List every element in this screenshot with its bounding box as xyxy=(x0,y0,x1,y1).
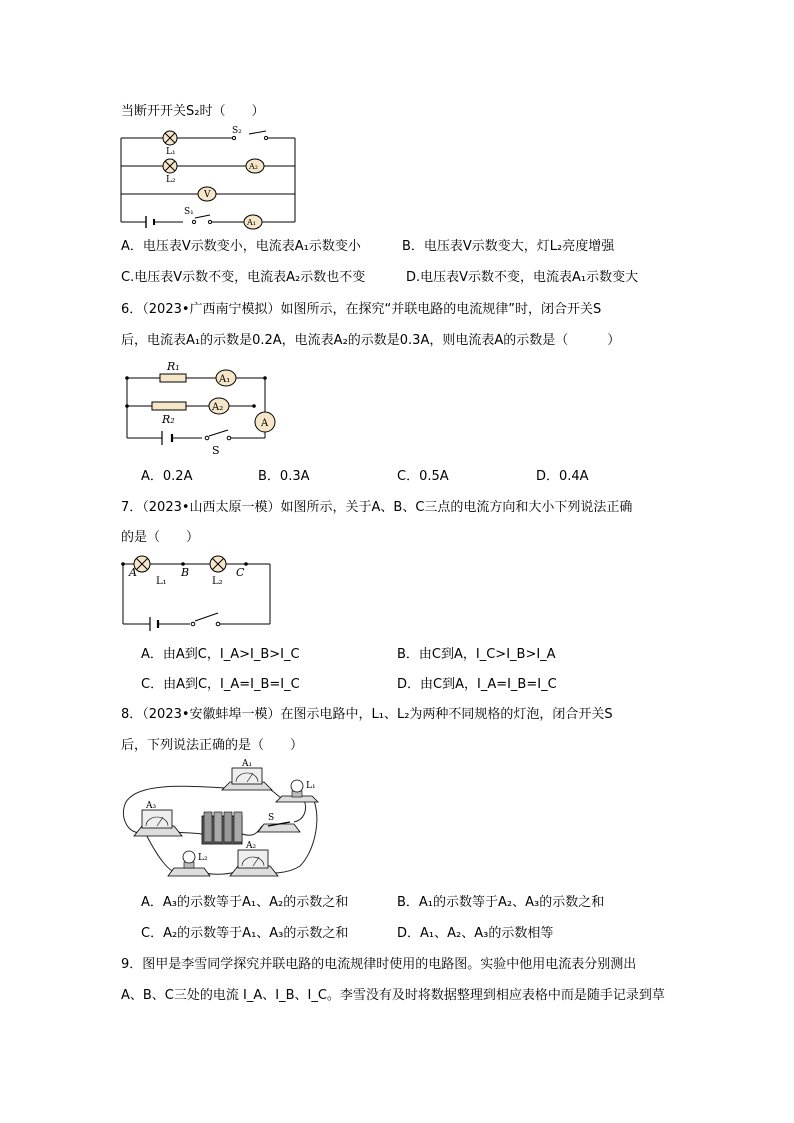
q5-label-a2: A₂ xyxy=(249,162,258,171)
q6-label-a: A xyxy=(261,418,269,429)
q6-label-a1: A₁ xyxy=(219,374,231,385)
q6-label-s: S xyxy=(212,444,220,457)
q8-ammeter-a2 xyxy=(230,850,278,876)
q5-option-d[interactable]: D.电压表V示数不变，电流表A₁示数变大 xyxy=(406,270,639,285)
q6-switch-s xyxy=(205,436,231,440)
q8-line-1: 8．（2023•安徽蚌埠一模）在图示电路中，L₁、L₂为两种不同规格的灯泡，闭合开关S xyxy=(121,707,613,722)
q7-switch xyxy=(191,622,220,626)
q8-option-c[interactable]: C．A₂的示数等于A₁、A₃的示数之和 xyxy=(141,926,349,941)
q5-lamp-l1 xyxy=(163,131,177,145)
q7-label-l1: L₁ xyxy=(156,576,167,587)
q7-option-d[interactable]: D．由C到A，I_A=I_B=I_C xyxy=(397,677,557,692)
q6-option-d[interactable]: D．0.4A xyxy=(536,469,589,484)
q9-line-2: A、B、C三处的电流 I_A、I_B、I_C。李雪没有及时将数据整理到相应表格中而是随手记录到草 xyxy=(121,988,665,1003)
q8-battery-pack xyxy=(202,812,242,844)
q5-switch-s2 xyxy=(232,136,267,139)
q8-option-d[interactable]: D．A₁、A₂、A₃的示数相等 xyxy=(397,926,554,941)
q5-lamp-l2 xyxy=(163,159,177,173)
q8-label-l2: L₂ xyxy=(198,853,208,863)
q5-option-c[interactable]: C.电压表V示数不变，电流表A₂示数也不变 xyxy=(121,270,366,285)
q6-resistor-r1 xyxy=(160,374,186,382)
q8-option-b[interactable]: B．A₁的示数等于A₂、A₃的示数之和 xyxy=(397,895,605,910)
q5-label-a1: A₁ xyxy=(247,218,256,227)
q5-switch-s1 xyxy=(192,220,211,223)
q5-label-s1: S₁ xyxy=(184,207,194,217)
q6-label-r1: R₁ xyxy=(167,360,180,373)
q6-line-1: 6．（2023•广西南宁模拟）如图所示，在探究“并联电路的电流规律”时，闭合开关S xyxy=(121,302,602,317)
q7-option-b[interactable]: B．由C到A，I_C>I_B>I_A xyxy=(397,647,556,662)
q6-option-a[interactable]: A．0.2A xyxy=(141,469,193,484)
q6-resistor-r2 xyxy=(152,402,186,410)
q5-label-l1: L₁ xyxy=(166,147,176,157)
q7-label-c: C xyxy=(236,566,245,579)
q5-label-l2: L₂ xyxy=(166,175,176,185)
q5-battery xyxy=(146,216,154,228)
q7-lamp-l2 xyxy=(210,556,226,572)
q8-label-l1: L₁ xyxy=(306,781,316,791)
q7-line-1: 7．（2023•山西太原一模）如图所示，关于A、B、C三点的电流方向和大小下列说法正确 xyxy=(121,500,633,515)
q8-ammeter-a1 xyxy=(222,768,272,790)
q7-battery xyxy=(150,617,158,631)
q8-apparatus-diagram xyxy=(118,760,328,884)
q7-label-l2: L₂ xyxy=(212,576,223,587)
q6-option-c[interactable]: C．0.5A xyxy=(397,469,449,484)
q8-option-a[interactable]: A．A₃的示数等于A₁、A₂的示数之和 xyxy=(141,895,349,910)
q6-option-b[interactable]: B．0.3A xyxy=(258,469,310,484)
q5-stem: 当断开开关S₂时（ ） xyxy=(121,104,265,119)
q8-line-2: 后，下列说法正确的是（ ） xyxy=(121,738,304,753)
q8-ammeter-a3 xyxy=(134,810,182,836)
q8-switch-s xyxy=(258,822,300,832)
q7-line-2: 的是（ ） xyxy=(121,530,200,545)
q5-label-v: V xyxy=(204,190,211,200)
q8-label-a1: A₁ xyxy=(242,759,253,769)
q5-option-b[interactable]: B．电压表V示数变大，灯L₂亮度增强 xyxy=(402,239,615,254)
q5-label-s2: S₂ xyxy=(232,126,242,136)
q7-label-b: B xyxy=(181,566,190,579)
q8-label-a2: A₂ xyxy=(246,841,257,851)
q7-label-a: A xyxy=(129,566,137,579)
q8-label-s: S xyxy=(268,813,275,823)
q9-line-1: 9．图甲是李雪同学探究并联电路的电流规律时使用的电路图。实验中他用电流表分别测出 xyxy=(121,957,637,972)
q7-circuit-diagram xyxy=(120,554,276,634)
q6-circuit-diagram xyxy=(122,360,282,456)
q8-label-a3: A₃ xyxy=(146,801,157,811)
q7-option-c[interactable]: C．由A到C，I_A=I_B=I_C xyxy=(141,677,300,692)
q6-label-a2: A₂ xyxy=(212,402,224,413)
q6-battery xyxy=(162,431,172,445)
q6-label-r2: R₂ xyxy=(162,413,175,426)
q6-line-2: 后，电流表A₁的示数是0.2A，电流表A₂的示数是0.3A，则电流表A的示数是（ ） xyxy=(121,333,621,348)
q5-option-a[interactable]: A．电压表V示数变小，电流表A₁示数变小 xyxy=(121,239,361,254)
q5-circuit-diagram xyxy=(118,126,300,230)
q7-option-a[interactable]: A．由A到C，I_A>I_B>I_C xyxy=(141,647,300,662)
